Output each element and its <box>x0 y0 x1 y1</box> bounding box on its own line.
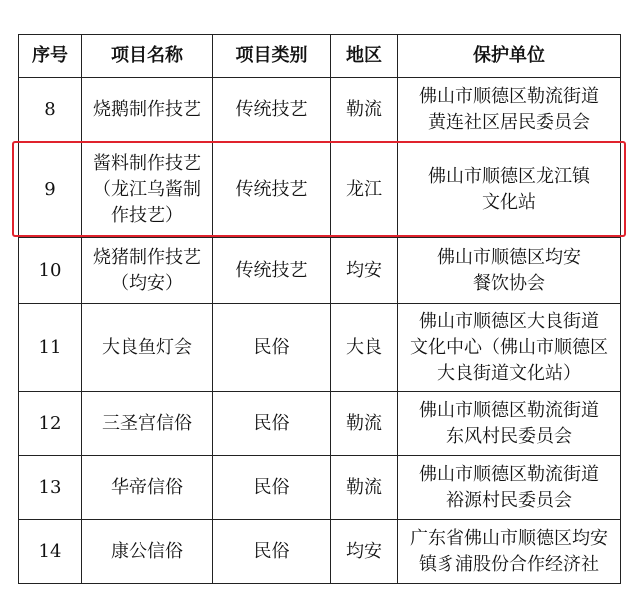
cell-no: 10 <box>19 238 82 304</box>
cell-unit-text: 广东省佛山市顺德区均安 镇豸浦股份合作经济社 <box>410 527 608 575</box>
table-row <box>19 78 621 142</box>
header-area: 地区 <box>331 35 398 78</box>
cell-name-text: 三圣宫信俗 <box>102 412 192 434</box>
cell-area: 均安 <box>331 238 398 304</box>
cell-unit <box>398 520 621 584</box>
cell-name <box>82 78 213 142</box>
cell-name-text: 康公信俗 <box>111 540 183 562</box>
table-row <box>19 520 621 584</box>
heritage-table <box>18 34 621 584</box>
cell-no: 14 <box>19 520 82 584</box>
cell-area: 龙江 <box>331 142 398 238</box>
cell-name <box>82 392 213 456</box>
cell-category: 民俗 <box>213 456 331 520</box>
header-row <box>19 35 621 78</box>
cell-name <box>82 142 213 238</box>
cell-no: 9 <box>19 142 82 238</box>
cell-unit <box>398 78 621 142</box>
cell-unit <box>398 238 621 304</box>
cell-category: 民俗 <box>213 304 331 392</box>
cell-area: 勒流 <box>331 392 398 456</box>
cell-unit-text: 佛山市顺德区龙江镇 文化站 <box>428 165 590 213</box>
cell-name <box>82 304 213 392</box>
cell-name <box>82 238 213 304</box>
cell-name-text: 烧猪制作技艺 （均安） <box>93 246 201 294</box>
cell-category: 传统技艺 <box>213 142 331 238</box>
cell-area: 勒流 <box>331 78 398 142</box>
cell-area: 大良 <box>331 304 398 392</box>
header-name: 项目名称 <box>82 35 213 78</box>
table-row <box>19 142 621 238</box>
cell-unit-text: 佛山市顺德区大良街道 文化中心（佛山市顺德区 大良街道文化站） <box>410 310 608 384</box>
cell-category: 传统技艺 <box>213 238 331 304</box>
cell-area: 勒流 <box>331 456 398 520</box>
cell-name-text: 华帝信俗 <box>111 476 183 498</box>
cell-category: 传统技艺 <box>213 78 331 142</box>
cell-category: 民俗 <box>213 520 331 584</box>
table-row <box>19 392 621 456</box>
header-category: 项目类别 <box>213 35 331 78</box>
cell-unit <box>398 304 621 392</box>
cell-no: 8 <box>19 78 82 142</box>
cell-name-text: 酱料制作技艺 （龙江乌酱制 作技艺） <box>93 152 201 226</box>
cell-name-text: 烧鹅制作技艺 <box>93 98 201 120</box>
cell-unit <box>398 456 621 520</box>
table-row <box>19 238 621 304</box>
cell-no: 13 <box>19 456 82 520</box>
cell-unit <box>398 142 621 238</box>
cell-unit-text: 佛山市顺德区勒流街道 裕源村民委员会 <box>419 463 599 511</box>
header-no: 序号 <box>19 35 82 78</box>
cell-unit-text: 佛山市顺德区勒流街道 东风村民委员会 <box>419 399 599 447</box>
cell-unit-text: 佛山市顺德区勒流街道 黄连社区居民委员会 <box>419 85 599 133</box>
header-unit: 保护单位 <box>398 35 621 78</box>
cell-name <box>82 520 213 584</box>
table-row <box>19 304 621 392</box>
cell-name <box>82 456 213 520</box>
cell-no: 11 <box>19 304 82 392</box>
cell-category: 民俗 <box>213 392 331 456</box>
cell-area: 均安 <box>331 520 398 584</box>
table-row <box>19 456 621 520</box>
cell-unit-text: 佛山市顺德区均安 餐饮协会 <box>437 246 581 294</box>
cell-no: 12 <box>19 392 82 456</box>
cell-name-text: 大良鱼灯会 <box>102 336 192 358</box>
cell-unit <box>398 392 621 456</box>
